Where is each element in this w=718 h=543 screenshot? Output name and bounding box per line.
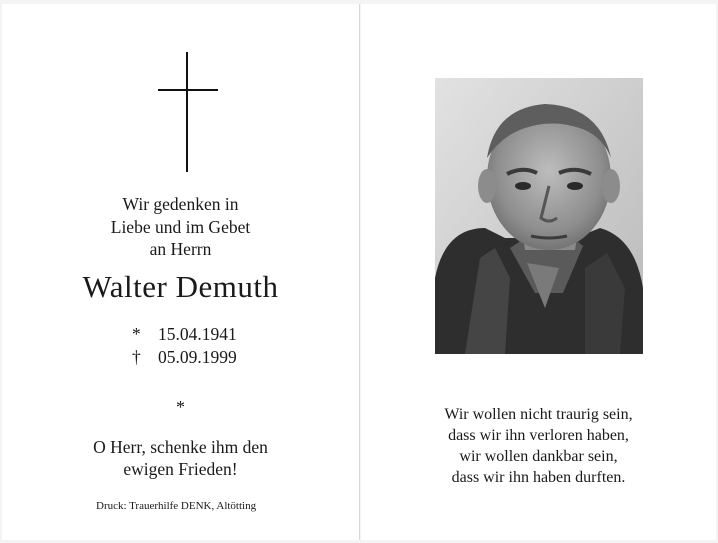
death-symbol: †: [132, 347, 141, 367]
birth-symbol: *: [132, 324, 141, 344]
prayer-line: ewigen Frieden!: [123, 459, 238, 479]
printer-credit: Druck: Trauerhilfe DENK, Altötting: [96, 500, 257, 512]
death-date: 05.09.1999: [158, 347, 237, 367]
birth-row: [122, 323, 237, 346]
intro-text: [2, 193, 359, 261]
memorial-card-left-panel: [2, 4, 360, 540]
poem-line: dass wir ihn haben durften.: [451, 469, 626, 486]
intro-line: Liebe und im Gebet: [110, 216, 251, 237]
cross-icon: [158, 52, 218, 172]
poem-line: wir wollen dankbar sein,: [459, 448, 618, 465]
poem-line: Wir wollen nicht traurig sein,: [444, 406, 633, 423]
portrait-photo: [435, 78, 643, 354]
intro-line: Wir gedenken in: [122, 194, 239, 214]
prayer-line: O Herr, schenke ihm den: [93, 437, 268, 457]
memorial-card-right-panel: [361, 4, 716, 540]
life-dates: [122, 323, 237, 369]
birth-date: 15.04.1941: [158, 324, 237, 344]
death-row: [122, 346, 237, 369]
poem-text: [361, 404, 716, 488]
deceased-name: Walter Demuth: [82, 269, 279, 304]
poem-line: dass wir ihn verloren haben,: [448, 427, 629, 444]
separator-asterisk: *: [176, 397, 185, 417]
prayer-text: [2, 436, 359, 480]
intro-line: an Herrn: [149, 239, 212, 259]
